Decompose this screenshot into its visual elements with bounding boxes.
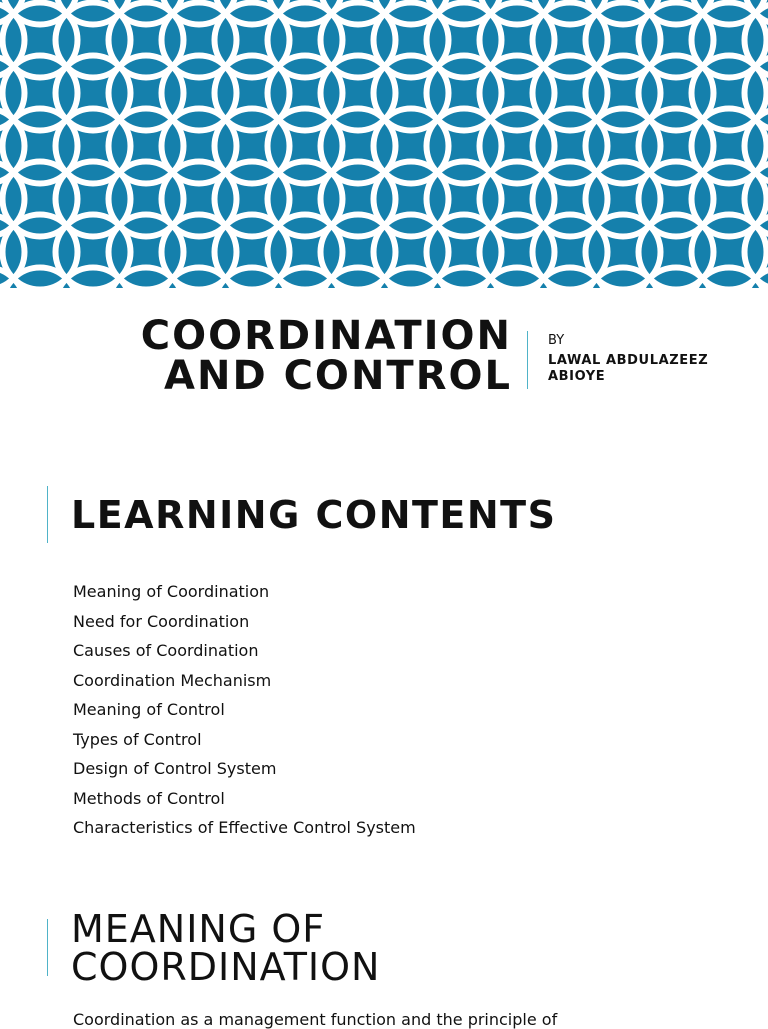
author-name-line-1: LAWAL ABDULAZEEZ [548, 353, 709, 368]
learning-contents-heading: LEARNING CONTENTS [71, 493, 557, 537]
list-item: Causes of Coordination [73, 641, 259, 660]
list-item: Meaning of Control [73, 700, 225, 719]
list-item: Types of Control [73, 729, 202, 749]
list-item: Methods of Control [73, 788, 225, 808]
decorative-pattern-banner [0, 0, 768, 288]
byline-by: BY [548, 333, 565, 348]
author-name-line-2: ABIOYE [548, 369, 606, 384]
meaning-paragraph: Coordination as a management function and the principle of [73, 1010, 558, 1029]
list-item: Need for Coordination [73, 611, 250, 631]
list-item: Characteristics of Effective Control System [73, 818, 416, 837]
list-item: Coordination Mechanism [73, 670, 272, 690]
list-item: Meaning of Coordination [73, 582, 270, 601]
meaning-heading-line-1: MEANING OF [71, 907, 326, 951]
meaning-heading-line-2: COORDINATION [71, 945, 381, 989]
title-line-1: COORDINATION [140, 313, 512, 359]
list-item: Design of Control System [73, 759, 277, 778]
learning-contents-list [73, 577, 416, 843]
section-accent-bar [47, 486, 48, 543]
byline [548, 333, 708, 385]
section-accent-bar [47, 919, 48, 976]
title-divider [527, 331, 528, 389]
title-line-2: AND CONTROL [164, 353, 512, 399]
document-title [0, 313, 512, 399]
